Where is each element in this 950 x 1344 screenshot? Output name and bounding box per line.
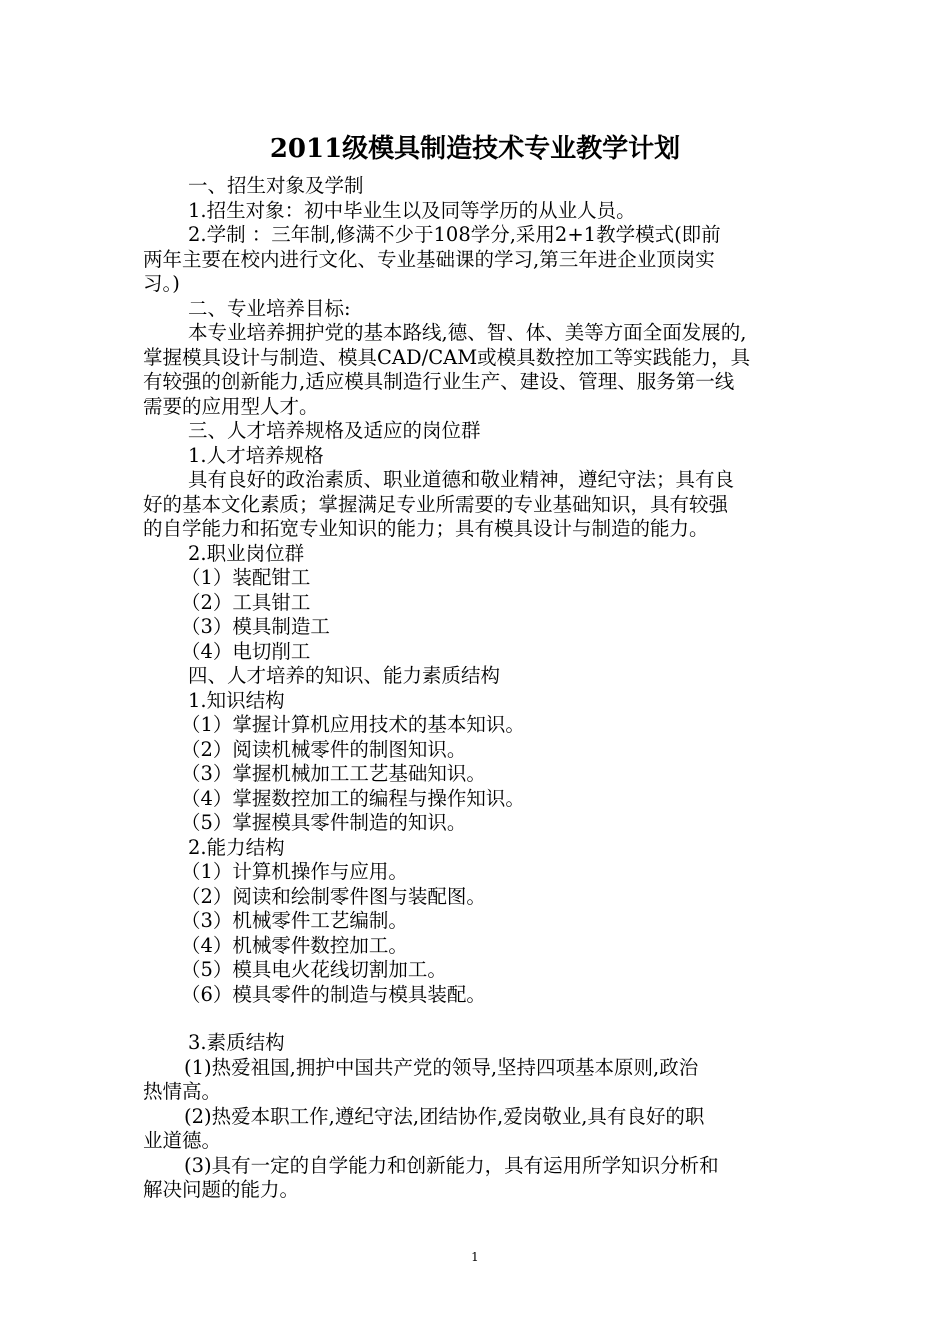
quality-item-2-line-2: 业道德。 — [143, 1129, 222, 1152]
quality-item-2-line-1: (2)热爱本职工作,遵纪守法,团结协作,爱岗敬业,具有良好的职 — [184, 1104, 705, 1128]
section-heading-4: 四、人才培养的知识、能力素质结构 — [188, 664, 501, 687]
subheading-job-group: 2.职业岗位群 — [188, 541, 305, 565]
ability-item: （4）机械零件数控加工。 — [181, 933, 408, 957]
job-item: （4）电切削工 — [181, 639, 311, 663]
training-goal-line-4: 需要的应用型人才。 — [143, 394, 319, 418]
enrollment-target: 1.招生对象：初中毕业生以及同等学历的从业人员。 — [188, 198, 636, 222]
study-system-line-2: 两年主要在校内进行文化、专业基础课的学习,第三年进企业顶岗实 — [143, 247, 715, 271]
knowledge-item: （3）掌握机械加工工艺基础知识。 — [181, 762, 486, 785]
ability-item: （2）阅读和绘制零件图与装配图。 — [181, 884, 486, 908]
section-heading-1: 一、招生对象及学制 — [188, 174, 364, 197]
job-item: （1）装配钳工 — [181, 566, 311, 589]
knowledge-item: （2）阅读机械零件的制图知识。 — [181, 737, 467, 761]
quality-item-1-line-2: 热情高。 — [143, 1080, 222, 1103]
section-heading-3: 三、人才培养规格及适应的岗位群 — [188, 419, 481, 442]
knowledge-item: （1）掌握计算机应用技术的基本知识。 — [181, 713, 525, 736]
section-heading-2: 二、专业培养目标: — [188, 296, 351, 320]
job-item: （2）工具钳工 — [181, 590, 311, 614]
blank-line — [143, 1007, 815, 1031]
subheading-talent-spec: 1.人才培养规格 — [188, 443, 324, 467]
page-number: 1 — [471, 1250, 479, 1264]
training-goal-line-1: 本专业培养拥护党的基本路线,德、智、体、美等方面全面发展的, — [188, 321, 747, 344]
quality-item-1-line-1: (1)热爱祖国,拥护中国共产党的领导,坚持四项基本原则,政治 — [184, 1055, 699, 1079]
quality-item-3-line-1: (3)具有一定的自学能力和创新能力，具有运用所学知识分析和 — [184, 1153, 719, 1177]
job-item: （3）模具制造工 — [181, 615, 330, 638]
document-body — [143, 174, 815, 1203]
ability-item: （3）机械零件工艺编制。 — [181, 909, 408, 932]
ability-item: （1）计算机操作与应用。 — [181, 860, 408, 883]
document-title: 2011级模具制造技术专业教学计划 — [269, 134, 681, 164]
ability-item: （5）模具电火花线切割加工。 — [181, 958, 447, 981]
subheading-ability: 2.能力结构 — [188, 835, 285, 859]
talent-spec-line-2: 好的基本文化素质；掌握满足专业所需要的专业基础知识，具有较强 — [143, 492, 729, 516]
knowledge-item: （5）掌握模具零件制造的知识。 — [181, 811, 467, 834]
knowledge-item: （4）掌握数控加工的编程与操作知识。 — [181, 786, 525, 810]
study-system-line-3: 习。) — [143, 272, 180, 295]
subheading-knowledge: 1.知识结构 — [188, 688, 285, 712]
training-goal-line-2: 掌握模具设计与制造、模具CAD/CAM或模具数控加工等实践能力，具 — [143, 345, 751, 369]
talent-spec-line-1: 具有良好的政治素质、职业道德和敬业精神，遵纪守法；具有良 — [188, 468, 735, 491]
talent-spec-line-3: 的自学能力和拓宽专业知识的能力；具有模具设计与制造的能力。 — [143, 517, 709, 540]
study-system-line-1: 2.学制 ：三年制,修满不少于108学分,采用2+1教学模式(即前 — [188, 223, 721, 246]
quality-item-3-line-2: 解决问题的能力。 — [143, 1178, 300, 1201]
ability-item: （6）模具零件的制造与模具装配。 — [181, 982, 486, 1006]
subheading-quality: 3.素质结构 — [188, 1031, 285, 1054]
training-goal-line-3: 有较强的创新能力,适应模具制造行业生产、建设、管理、服务第一线 — [143, 370, 735, 393]
